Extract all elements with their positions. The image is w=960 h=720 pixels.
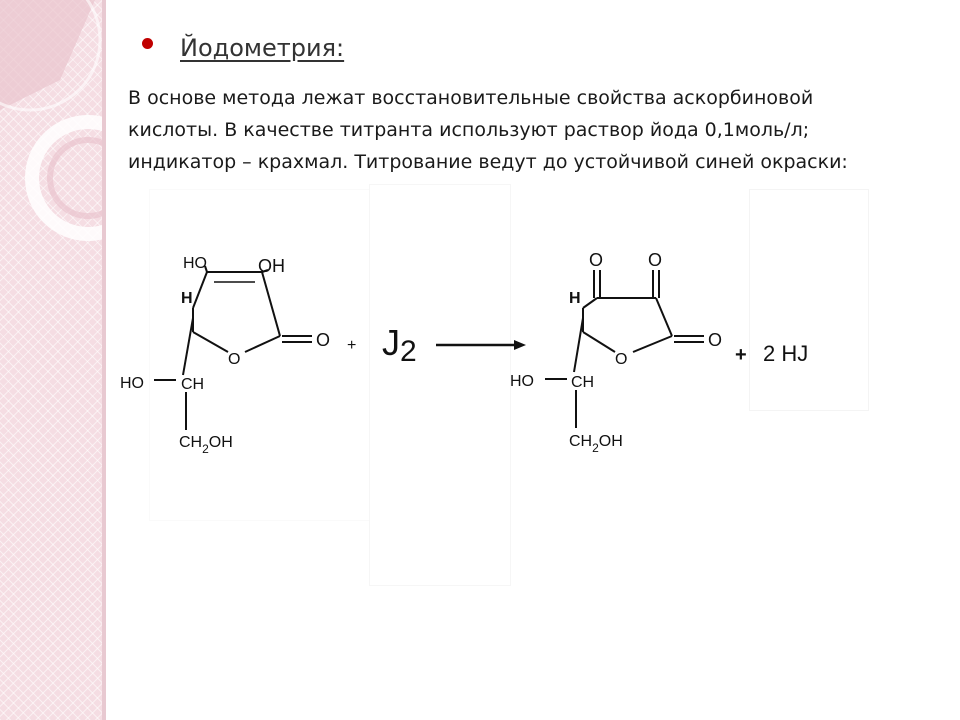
product-ring-oxygen: O: [615, 351, 628, 368]
reactant-ho-side-label: HO: [120, 375, 144, 392]
reactant-ch2oh-label: $CH_2OH$: [179, 434, 233, 456]
byproduct-hj: 2 HJ: [763, 341, 809, 366]
slide-title: Йодометрия:: [180, 34, 345, 62]
product-carbonyl-oxygen: O: [708, 330, 723, 350]
body-line-3: индикатор – крахмал. Титрование ведут до устойчивой синей окраски:: [128, 151, 848, 173]
reactant-carbonyl-oxygen: O: [316, 330, 331, 350]
product-ch-label: CH: [571, 374, 595, 391]
product-ch2oh-label: $CH_2OH$: [569, 433, 623, 455]
dehydroascorbic-acid-structure: [510, 250, 722, 455]
plus-sign-1: +: [347, 337, 357, 354]
reactant-oh-label: OH: [258, 256, 285, 276]
product-oxygen-1: O: [589, 250, 604, 270]
reactant-ring-oxygen: O: [228, 351, 241, 368]
product-oxygen-2: O: [648, 250, 663, 270]
product-h-label: H: [569, 290, 581, 307]
plus-sign-2: +: [735, 344, 747, 366]
reaction-arrow: [436, 340, 526, 350]
reactant-ho-label: HO: [183, 255, 207, 272]
body-line-1: В основе метода лежат восстановительные свойства аскорбиновой: [128, 87, 814, 109]
body-line-2: кислоты. В качестве титранта используют раствор йода 0,1моль/л;: [128, 119, 810, 141]
iodine-reagent: J2: [382, 322, 417, 368]
ascorbic-acid-structure: [120, 255, 330, 456]
product-ho-side-label: HO: [510, 373, 534, 390]
reactant-ch-label: CH: [181, 376, 205, 393]
reactant-h-label: H: [181, 290, 193, 307]
